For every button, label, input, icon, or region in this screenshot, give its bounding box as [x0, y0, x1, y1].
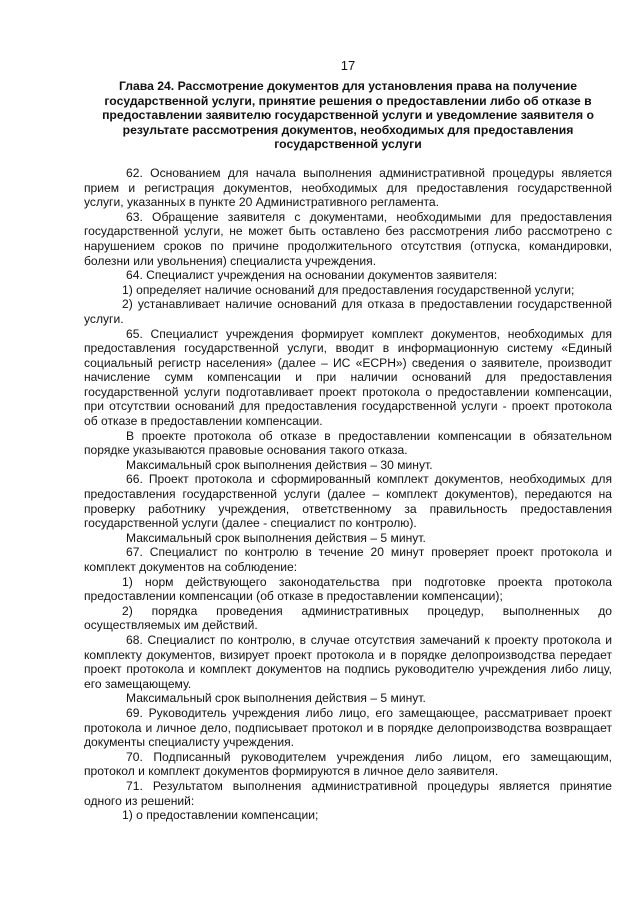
page-number: 17 — [340, 58, 356, 73]
paragraph-max-time-5-a: Максимальный срок выполнения действия – 5 минут. — [126, 530, 426, 545]
paragraph-68: 68. Специалист по контролю, в случае отсутствия замечаний к проекту протокола и комплекту документов, визирует проект протокола и в порядке делопроизводства передает проект протокола и комплект документов на подпись руководителю учреждения либо лицу, его замещающему. — [84, 632, 612, 691]
paragraph-62: 62. Основанием для начала выполнения административной процедуры является прием и регистрация документов, необходимых для предоставления государственной услуги, указанных в пункте 20 Административного регламента. — [84, 165, 612, 210]
list-item-64-1: 1) определяет наличие оснований для предоставления государственной услуги; — [122, 282, 575, 297]
paragraph-65: 65. Специалист учреждения формирует комплект документов, необходимых для предоставления государственной услуги, вводит в информационную систему «Единый социальный регистр населения» (далее – ИС «ЕСРН») сведения о заявителе, производит начисление сумм компенсации и при наличии оснований для предоставления государственной услуги подготавливает проект протокола о предоставлении компенсации, при отсутствии оснований для предоставления государственной услуги - проект протокола об отказе в предоставлении компенсации. — [84, 326, 612, 429]
paragraph-70: 70. Подписанный руководителем учреждения либо лицом, его замещающим, протокол и комплект документов формируются в личное дело заявителя. — [84, 749, 612, 779]
paragraph-66: 66. Проект протокола и сформированный комплект документов, необходимых для предоставления государственной услуги (далее – комплект документов), передаются на проверку работнику учреждения, ответственному за правильность предоставления государственной услуги (далее - специалист по контролю). — [84, 472, 612, 531]
paragraph-63: 63. Обращение заявителя с документами, необходимыми для предоставления государственной услуги, не может быть оставлено без рассмотрения либо рассмотрено с нарушением сроков по причине продолжительного отсутствия (отпуска, командировки, болезни или увольнения) специалиста учреждения. — [84, 209, 612, 268]
chapter-title: Глава 24. Рассмотрение документов для установления права на получение государственной услуги, принятие решения о предоставлении либо об отказе в предоставлении заявителю государственной услуги и уведомление заявителя о результате рассмотрения документов, необходимых для предоставления государственной услуги — [102, 79, 594, 152]
paragraph-max-time-30: Максимальный срок выполнения действия – 30 минут. — [126, 457, 433, 472]
list-item-64-2: 2) устанавливает наличие оснований для отказа в предоставлении государственной услуги. — [84, 297, 612, 326]
paragraph-65-refusal: В проекте протокола об отказе в предоставлении компенсации в обязательном порядке указываются правовые основания такого отказа. — [84, 428, 612, 458]
paragraph-64: 64. Специалист учреждения на основании документов заявителя: — [126, 268, 498, 283]
list-item-71-1: 1) о предоставлении компенсации; — [122, 808, 319, 823]
paragraph-69: 69. Руководитель учреждения либо лицо, его замещающее, рассматривает проект протокола и личное дело, подписывает протокол и в порядке делопроизводства возвращает документы специалисту учреждения. — [84, 705, 612, 750]
list-item-67-1: 1) норм действующего законодательства при подготовке проекта протокола предоставлении компенсации (об отказе в предоставлении компенсации); — [84, 574, 612, 604]
list-item-67-2: 2) порядка проведения административных процедур, выполненных до осуществляемых им действий. — [84, 603, 612, 633]
paragraph-max-time-5-b: Максимальный срок выполнения действия – 5 минут. — [126, 691, 426, 706]
paragraph-71: 71. Результатом выполнения административной процедуры является принятие одного из решений: — [84, 778, 612, 808]
document-page — [84, 58, 612, 823]
paragraph-67: 67. Специалист по контролю в течение 20 минут проверяет проект протокола и комплект документов на соблюдение: — [84, 545, 612, 574]
